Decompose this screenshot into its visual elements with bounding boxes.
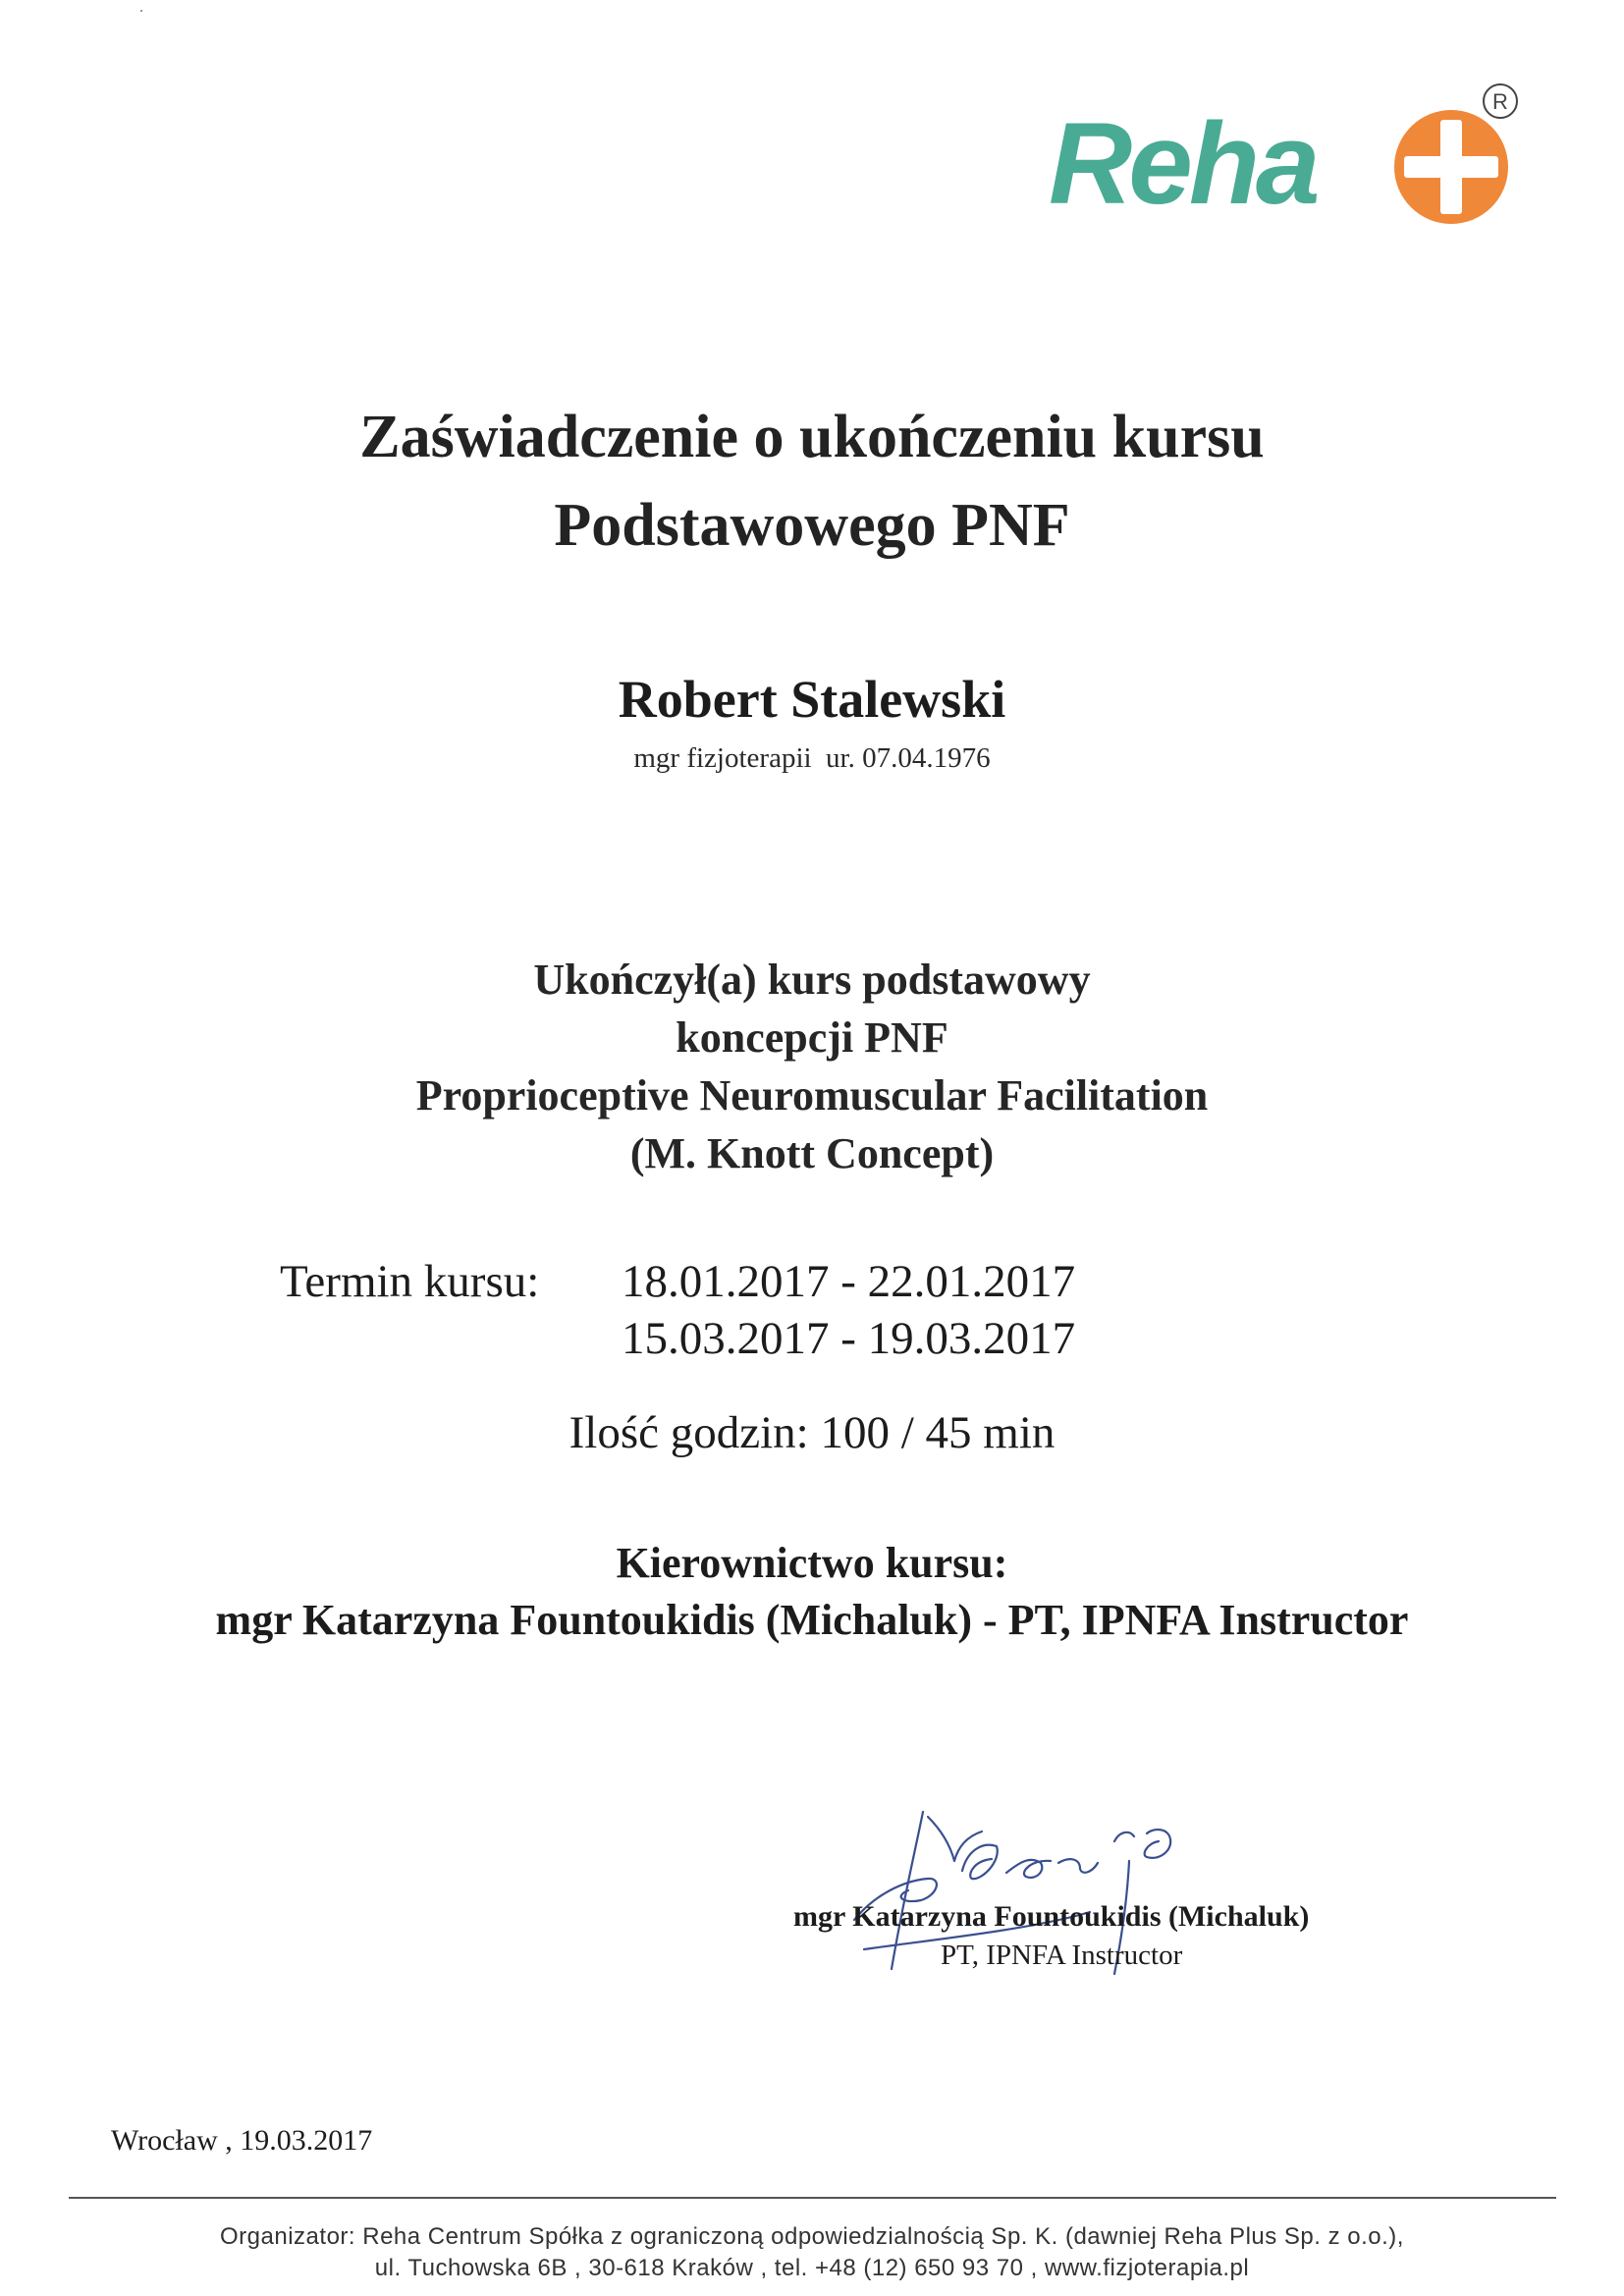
course-line-1: Ukończył(a) kurs podstawowy [533, 956, 1091, 1004]
certificate-title [0, 393, 1624, 570]
footer-line-2: ul. Tuchowska 6B , 30-618 Kraków , tel. +48 (12) 650 93 70 , www.fizjoterapia.pl [374, 2255, 1250, 2281]
reha-logo [1041, 74, 1532, 241]
signatory-role: PT, IPNFA Instructor [941, 1940, 1183, 1971]
scan-speck [140, 10, 142, 12]
signatory-name: mgr Katarzyna Fountoukidis (Michaluk) [793, 1900, 1310, 1933]
place-and-date: Wrocław , 19.03.2017 [111, 2124, 373, 2157]
participant-name: Robert Stalewski [618, 670, 1006, 729]
svg-text:R: R [1492, 89, 1508, 114]
leadership-name: mgr Katarzyna Fountoukidis (Michaluk) - PT, IPNFA Instructor [215, 1596, 1409, 1644]
participant-details: mgr fizjoterapii ur. 07.04.1976 [633, 742, 991, 774]
course-line-4: (M. Knott Concept) [629, 1129, 995, 1177]
term-dates [622, 1253, 1075, 1367]
plus-circle-icon [1394, 110, 1508, 224]
footer-organizer [0, 2221, 1624, 2284]
footer-line-1: Organizator: Reha Centrum Spółka z ograniczoną odpowiedzialnością Sp. K. (dawniej Reha Plus Sp. z o.o.), [220, 2223, 1404, 2250]
course-hours: Ilość godzin: 100 / 45 min [568, 1407, 1056, 1458]
term-dates-2: 15.03.2017 - 19.03.2017 [622, 1313, 1076, 1364]
course-description [0, 951, 1624, 1182]
course-line-2: koncepcji PNF [676, 1013, 948, 1062]
term-label: Termin kursu: [280, 1256, 540, 1307]
title-line-1: Zaświadczenie o ukończeniu kursu [359, 404, 1265, 470]
registered-mark [1484, 84, 1517, 118]
reha-wordmark [1049, 99, 1318, 229]
svg-text:Reha: Reha [1049, 99, 1317, 229]
term-dates-1: 18.01.2017 - 22.01.2017 [622, 1256, 1076, 1307]
course-line-3: Proprioceptive Neuromuscular Facilitation [415, 1071, 1209, 1120]
title-line-2: Podstawowego PNF [554, 492, 1070, 559]
footer-divider [69, 2197, 1556, 2199]
leadership-heading: Kierownictwo kursu: [616, 1539, 1008, 1587]
